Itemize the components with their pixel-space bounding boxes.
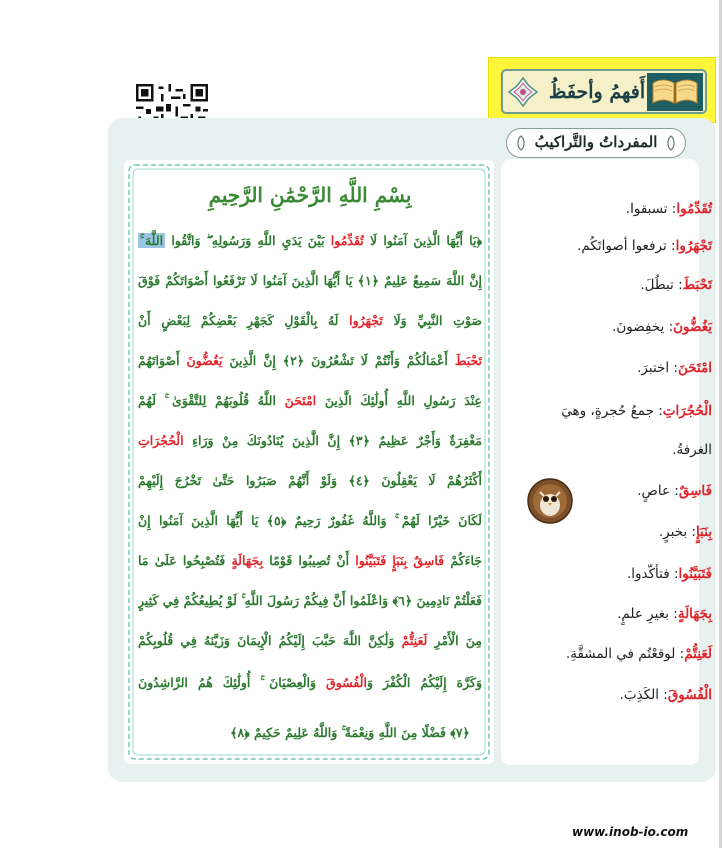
section-header-title: أَفهمُ وأحفَظُ: [548, 81, 646, 103]
verse-line: لَكَانَ خَيْرًا لَهُمْ ۚ وَاللَّهُ غَفُورٌ رَحِيمٌ ﴿٥﴾ يَا أَيُّهَا الَّذِينَ آمَنُوا إِنْ: [138, 513, 482, 528]
vocab-item: تُقَدِّمُوا: تسبقوا.: [625, 201, 712, 217]
verse-line: وَكَرَّهَ إِلَيْكُمُ الْكُفْرَ وَالْفُسُوقَ وَالْعِصْيَانَ ۚ أُولَٰئِكَ هُمُ الرَّاشِدُونَ: [138, 675, 482, 690]
vocabulary-title: المفرداتُ والتَّراكيبُ: [534, 133, 658, 151]
verse-line: إِنَّ اللَّهَ سَمِيعٌ عَلِيمٌ ﴿١﴾ يَا أَيُّهَا الَّذِينَ آمَنُوا لَا تَرْفَعُوا أَصْوَاتَكُمْ فَوْقَ: [138, 273, 482, 288]
vocab-item: تَجْهَرُوا: ترفعوا أصواتَكُم.: [577, 238, 712, 254]
open-book-icon: [647, 73, 703, 111]
verse-line: تَحْبَطَ أَعْمَالُكُمْ وَأَنْتُمْ لَا تَشْعُرُونَ ﴿٢﴾ إِنَّ الَّذِينَ يَغُضُّونَ أَصْوَاتَهُمْ: [138, 353, 482, 368]
tab-ornament-icon: [515, 135, 527, 151]
vocabulary-tab: [506, 128, 686, 158]
vocab-item: بِنَبَإٍ: بخبرٍ.: [658, 524, 712, 540]
vocab-item: امْتَحَنَ: اختبرَ.: [637, 360, 712, 376]
vocab-item: يَغُضُّونَ: يخفِضونَ.: [612, 319, 712, 335]
vocab-item: فَتَبَيَّنُوا: فتأكّدوا.: [626, 566, 712, 582]
verse-line: صَوْتِ النَّبِيِّ وَلَا تَجْهَرُوا لَهُ بِالْقَوْلِ كَجَهْرِ بَعْضِكُمْ لِبَعْضٍ أَنْ: [138, 313, 482, 328]
basmala: بِسْمِ اللَّهِ الرَّحْمَٰنِ الرَّحِيمِ: [208, 183, 412, 207]
verse-line: مَغْفِرَةٌ وَأَجْرٌ عَظِيمٌ ﴿٣﴾ إِنَّ الَّذِينَ يُنَادُونَكَ مِنْ وَرَاءِ الْحُجُرَاتِ: [138, 433, 482, 448]
vocab-item: الْحُجُرَاتِ: جمعُ حُجرةٍ، وهيَ: [561, 403, 712, 419]
tab-ornament-icon: [665, 135, 677, 151]
verse-line: عِنْدَ رَسُولِ اللَّهِ أُولَٰئِكَ الَّذِينَ امْتَحَنَ اللَّهُ قُلُوبَهُمْ لِلتَّقْوَىٰ ۚ لَهُمْ: [138, 393, 482, 408]
verse-line: مِنَ الْأَمْرِ لَعَنِتُّمْ وَلَٰكِنَّ اللَّهَ حَبَّبَ إِلَيْكُمُ الْإِيمَانَ وَزَيَّنَهُ فِي قُلُوبِكُمْ: [138, 633, 482, 648]
arabesque-ornament-icon: [507, 76, 539, 108]
vocab-item: الْفُسُوقَ: الكَذِبَ.: [619, 687, 712, 703]
verse-line: جَاءَكُمْ فَاسِقٌ بِنَبَإٍ فَتَبَيَّنُوا أَنْ تُصِيبُوا قَوْمًا بِجَهَالَةٍ فَتُصْبِحُوا عَلَىٰ مَا: [138, 553, 482, 568]
vocab-item-continuation: الغرفةُ.: [672, 442, 712, 458]
owl-emblem-icon: [527, 478, 573, 524]
verse-line: فَعَلْتُمْ نَادِمِينَ ﴿٦﴾ وَاعْلَمُوا أَنَّ فِيكُمْ رَسُولَ اللَّهِ ۚ لَوْ يُطِيعُكُمْ فِي كَثِيرٍ: [138, 593, 482, 608]
page-edge-line: [719, 0, 722, 848]
vocab-item: لَعَنِتُّمْ: لوقعْتُم في المشقَّةِ.: [565, 646, 712, 662]
vocab-item: بِجَهَالَةٍ: بغيرِ علمٍ.: [617, 606, 712, 622]
vocab-item: فَاسِقٌ: عاصٍ.: [637, 483, 712, 499]
footer-website-url[interactable]: www.inob-io.com: [572, 825, 689, 839]
verse-line: ﴿٧﴾ فَضْلًا مِنَ اللَّهِ وَنِعْمَةً ۚ وَاللَّهُ عَلِيمٌ حَكِيمٌ ﴿٨﴾: [230, 725, 470, 740]
verse-line: أَكْثَرُهُمْ لَا يَعْقِلُونَ ﴿٤﴾ وَلَوْ أَنَّهُمْ صَبَرُوا حَتَّىٰ تَخْرُجَ إِلَيْهِمْ: [138, 473, 482, 488]
vocab-item: تَحْبَطَ: تبطُلَ.: [640, 277, 712, 293]
verse-line: ﴿يَا أَيُّهَا الَّذِينَ آمَنُوا لَا تُقَدِّمُوا بَيْنَ يَدَيِ اللَّهِ وَرَسُولِهِ ۖ وَاتَّقُوا اللَّهَ ۚ: [140, 233, 482, 248]
section-header-frame: [501, 69, 707, 114]
section-header-badge: [488, 57, 716, 123]
